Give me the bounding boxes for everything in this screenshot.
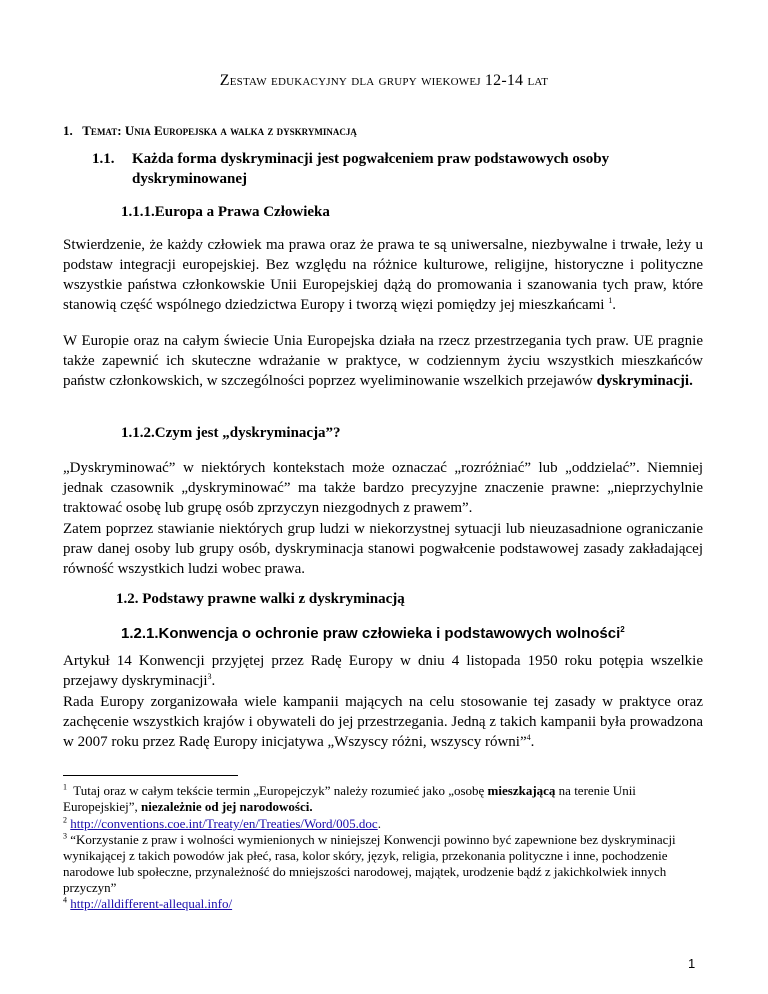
footnote-1-text2: na terenie Unii Europejskiej”,	[63, 783, 636, 814]
footnote-2-link[interactable]: http://conventions.coe.int/Treaty/en/Treaties/Word/005.doc	[70, 816, 378, 831]
section-1-1-2-heading: 1.1.2.Czym jest „dyskryminacja”?	[121, 425, 341, 441]
footnote-ref-2: 2	[620, 625, 625, 634]
section-1-1-1-heading: 1.1.1.Europa a Prawa Człowieka	[121, 204, 330, 220]
paragraph-artykul-14	[63, 651, 703, 691]
document-title: Zestaw edukacyjny dla grupy wiekowej 12-14 lat	[219, 72, 549, 89]
footnote-3	[63, 832, 703, 896]
footnote-ref-1: 1	[608, 296, 613, 305]
paragraph-text: Stwierdzenie, że każdy człowiek ma prawa oraz że prawa te są uniwersalne, niezbywalne i trwałe, leży u podstaw integracji europejskiej. Bez względu na różnice kulturowe, religijne, historyczne i polityczne wszystkie państwa członkowskie Unii Europejskiej dążą do promowania i szanowania tych praw, które stanowią część wspólnego dziedzictwa Europy i tworzą więzi pomiędzy jej mieszkańcami	[63, 237, 703, 313]
section-1-1-number: 1.1.	[92, 151, 115, 167]
footnote-2-number: 2	[63, 815, 67, 825]
footnote-1-text: Tutaj oraz w całym tekście termin „Europejczyk” należy rozumieć jako „osobę	[73, 783, 485, 798]
heading-text: 1.2.1.Konwencja o ochronie praw człowieka i podstawowych wolności	[121, 625, 621, 642]
section-1-number: 1.	[63, 123, 73, 138]
footnote-1	[63, 783, 703, 815]
section-1-heading	[63, 123, 357, 139]
section-1-1-title-line1: Każda forma dyskryminacji jest pogwałceniem praw podstawowych osoby	[132, 151, 610, 167]
page-number: 1	[688, 956, 696, 971]
paragraph-zatem: Zatem poprzez stawianie niektórych grup ludzi w niekorzystnej sytuacji lub nieuzasadnione ograniczanie praw danej osoby lub grupy osób, dyskryminacja stanowi pogwałcenie podstawowej zasady zakładającej równość wszystkich ludzi wobec prawa.	[63, 521, 703, 577]
footnote-4-link[interactable]: http://alldifferent-allequal.info/	[70, 896, 233, 911]
section-1-2-heading: 1.2. Podstawy prawne walki z dyskryminacją	[116, 591, 405, 607]
paragraph-end: .	[211, 673, 216, 689]
footnote-1-bold2: niezależnie od jej narodowości.	[140, 799, 313, 814]
footnote-1-number: 1	[63, 782, 67, 792]
paragraph-end: .	[612, 297, 616, 313]
paragraph-end: .	[530, 734, 535, 750]
paragraph-rada-europy	[63, 692, 703, 752]
footnote-2	[63, 816, 703, 832]
section-1-1-heading	[92, 149, 702, 189]
section-1-label: Temat: Unia Europejska a walka z dyskryminacją	[82, 123, 357, 138]
paragraph-text: Rada Europy zorganizowała wiele kampanii mających na celu stosowanie tej zasady w praktyce oraz zachęcenie wszystkich krajów i obywateli do jej przestrzegania. Jedną z takich kampanii była prowadzona w 2007 roku przez Radę Europy inicjatywa „Wszyscy różni, wszyscy równi”	[63, 694, 703, 750]
footnote-ref-4: 4	[526, 733, 531, 742]
footnote-3-text: “Korzystanie z praw i wolności wymienionych w niniejszej Konwencji powinno być zapewnione bez dyskryminacji wynikającej z takich powodów jak płeć, rasa, kolor skóry, język, religia, przekonania polityczne i inne, pochodzenie narodowe lub społeczne, przynależność do mniejszości narodowej, majątek, urodzenie bądź z jakichkolwiek innych przyczyn”	[63, 832, 676, 895]
paragraph-europa-prawa	[63, 235, 703, 315]
footnote-4-number: 4	[63, 895, 67, 905]
footnote-1-bold: mieszkającą	[487, 783, 556, 798]
paragraph-text: W Europie oraz na całym świecie Unia Europejska działa na rzecz przestrzegania tych praw. UE pragnie także zapewnić ich skuteczne wdrażanie w praktyce, w codziennym życiu wszystkich mieszkańców państw członkowskich, w szczególności poprzez wyeliminowanie wszelkich przejawów	[63, 333, 703, 389]
paragraph-bold: dyskryminacji.	[596, 373, 693, 389]
footnote-ref-3: 3	[207, 672, 212, 681]
footnote-2-end: .	[377, 816, 381, 831]
paragraph-ue-dzialania	[63, 331, 703, 391]
section-1-1-title-line2: dyskryminowanej	[132, 171, 248, 187]
paragraph-text: Artykuł 14 Konwencji przyjętej przez Radę Europy w dniu 4 listopada 1950 roku potępia wszelkie przejawy dyskryminacji	[63, 653, 703, 689]
footnote-separator	[63, 775, 238, 776]
section-1-2-1-heading	[121, 625, 625, 642]
footnote-4	[63, 896, 703, 912]
paragraph-dyskryminowac: „Dyskryminować” w niektórych kontekstach może oznaczać „rozróżniać” lub „oddzielać”. Niemniej jednak czasownik „dyskryminować” ma także bardzo precyzyjne znaczenie prawne: „nieprzychylnie traktować osobę lub grupę osób zprzyczyn niezgodnych z prawem”.	[63, 460, 703, 516]
footnote-3-number: 3	[63, 831, 67, 841]
